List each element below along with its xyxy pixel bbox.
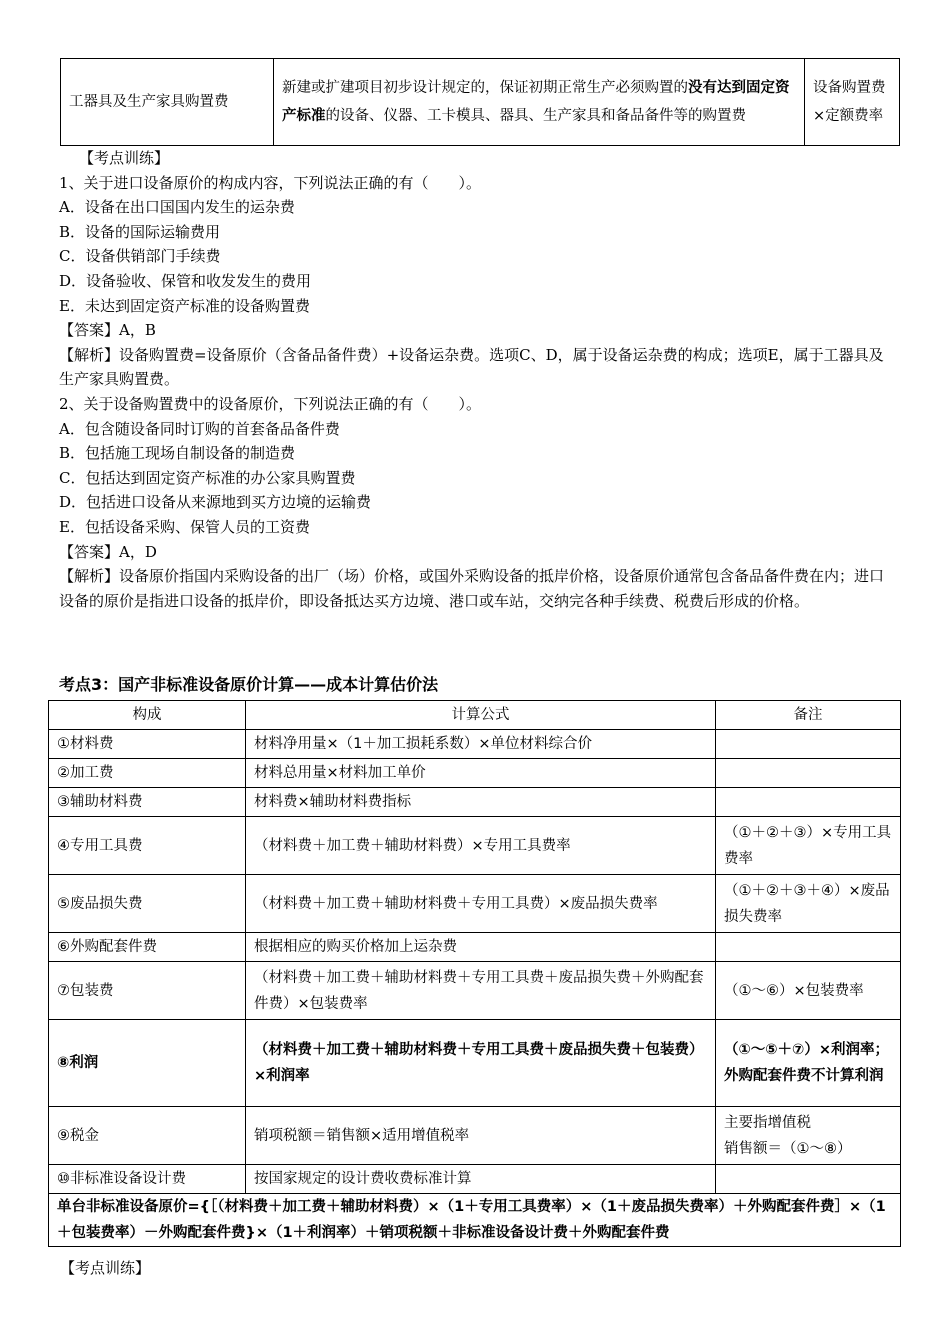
top-table-desc-pre: 新建或扩建项目初步设计规定的，保证初期正常生产必须购置的 (282, 80, 688, 96)
row-note: （①＋②＋③＋④）×废品损失费率 (716, 875, 901, 933)
row-formula: 销项税额＝销售额×适用增值税率 (246, 1107, 716, 1165)
row-note-line1: 主要指增值税 (724, 1114, 811, 1131)
top-table (60, 58, 900, 146)
row-item: ①材料费 (49, 730, 246, 759)
summary-formula: 单台非标准设备原价={［（材料费＋加工费＋辅助材料费）×（1＋专用工具费率）×（1＋废品损失费率）＋外购配套件费］×（1＋包装费率）－外购配套件费}×（1＋利润率）＋销项税额＋非标准设备设计费＋外购配套件费 (49, 1194, 901, 1247)
table-row (49, 875, 901, 933)
row-item: ⑥外购配套件费 (49, 933, 246, 962)
top-table-name-cell (61, 59, 274, 146)
table-row (49, 759, 901, 788)
top-table-desc-bold: 没有达到固定资产标准 (282, 80, 790, 124)
section-label: 【考点训练】 (79, 149, 170, 167)
row-item: ⑤废品损失费 (49, 875, 246, 933)
practice-section (59, 146, 897, 613)
top-table-formula: 设备购置费×定额费率 (813, 80, 886, 124)
row-formula: 按国家规定的设计费收费标准计算 (246, 1165, 716, 1194)
q2-option-e: E．包括设备采购、保管人员的工资费 (59, 517, 310, 536)
q1-option-a: A．设备在出口国国内发生的运杂费 (59, 198, 295, 217)
row-item: ②加工费 (49, 759, 246, 788)
row-item: ⑧利润 (49, 1020, 246, 1107)
row-item: ⑨税金 (49, 1107, 246, 1165)
row-formula: 材料费×辅助材料费指标 (246, 788, 716, 817)
row-note: （①＋②＋③）×专用工具费率 (716, 817, 901, 875)
header-note: 备注 (716, 701, 901, 730)
row-item: ④专用工具费 (49, 817, 246, 875)
row-item: ⑩非标准设备设计费 (49, 1165, 246, 1194)
row-note: （①～⑤＋⑦）×利润率；外购配套件费不计算利润 (716, 1020, 901, 1107)
q1-option-c: C．设备供销部门手续费 (59, 247, 221, 266)
row-formula: （材料费＋加工费＋辅助材料费＋专用工具费＋废品损失费＋包装费）×利润率 (246, 1020, 716, 1107)
row-note (716, 1165, 901, 1194)
q1-analysis: 【解析】设备购置费=设备原价（含备品备件费）+设备运杂费。选项C、D，属于设备运杂费的构成；选项E，属于工器具及生产家具购置费。 (59, 345, 884, 389)
table-header-row (49, 701, 901, 730)
table-row (49, 933, 901, 962)
table-row (61, 59, 900, 146)
q2-answer: 【答案】A，D (59, 542, 157, 561)
q2-option-b: B．包括施工现场自制设备的制造费 (59, 444, 296, 463)
row-note (716, 933, 901, 962)
q2-option-a: A．包含随设备同时订购的首套备品备件费 (59, 419, 340, 438)
table-row (49, 730, 901, 759)
question-2-stem: 2、关于设备购置费中的设备原价，下列说法正确的有（ ）。 (59, 394, 482, 413)
q2-option-d: D．包括进口设备从来源地到买方边境的运输费 (59, 493, 372, 512)
row-formula: 材料净用量×（1＋加工损耗系数）×单位材料综合价 (246, 730, 716, 759)
row-item: ⑦包装费 (49, 962, 246, 1020)
q2-option-c: C．包括达到固定资产标准的办公家具购置费 (59, 468, 356, 487)
q1-answer: 【答案】A，B (59, 321, 156, 340)
top-table-formula-cell (805, 59, 900, 146)
row-note (716, 1107, 901, 1165)
top-table-name: 工器具及生产家具购置费 (69, 94, 229, 110)
row-formula: （材料费＋加工费＋辅助材料费＋专用工具费）×废品损失费率 (246, 875, 716, 933)
table-row (49, 962, 901, 1020)
row-item: ③辅助材料费 (49, 788, 246, 817)
table-row (49, 1020, 901, 1107)
row-formula: （材料费＋加工费＋辅助材料费＋专用工具费＋废品损失费＋外购配套件费）×包装费率 (246, 962, 716, 1020)
row-note: （①～⑥）×包装费率 (716, 962, 901, 1020)
row-formula: 材料总用量×材料加工单价 (246, 759, 716, 788)
row-note (716, 730, 901, 759)
table-row (49, 1107, 901, 1165)
question-1-stem: 1、关于进口设备原价的构成内容，下列说法正确的有（ ）。 (59, 173, 482, 192)
top-table-desc-post: 的设备、仪器、工卡模具、器具、生产家具和备品备件等的购置费 (325, 108, 746, 124)
header-formula: 计算公式 (246, 701, 716, 730)
top-table-desc-cell (274, 59, 805, 146)
q1-option-b: B．设备的国际运输费用 (59, 222, 221, 241)
footer-section-label: 【考点训练】 (60, 1259, 151, 1277)
row-note (716, 788, 901, 817)
row-formula: 根据相应的购买价格加上运杂费 (246, 933, 716, 962)
q2-analysis: 【解析】设备原价指国内采购设备的出厂（场）价格，或国外采购设备的抵岸价格，设备原价通常包含备品备件费在内；进口设备的原价是指进口设备的抵岸价，即设备抵达买方边境、港口或车站，交纳完各种手续费、税费后形成的价格。 (59, 567, 885, 610)
q1-option-e: E．未达到固定资产标准的设备购置费 (59, 296, 310, 315)
table-row (49, 788, 901, 817)
header-composition: 构成 (49, 701, 246, 730)
cost-table (48, 700, 901, 1247)
q1-option-d: D．设备验收、保管和收发发生的费用 (59, 271, 312, 290)
row-formula: （材料费＋加工费＋辅助材料费）×专用工具费率 (246, 817, 716, 875)
summary-row (49, 1194, 901, 1247)
table-row (49, 1165, 901, 1194)
section-heading: 考点3：国产非标准设备原价计算——成本计算估价法 (59, 675, 439, 694)
table-row (49, 817, 901, 875)
row-note-line2: 销售额＝（①～⑧） (724, 1140, 852, 1157)
row-note (716, 759, 901, 788)
